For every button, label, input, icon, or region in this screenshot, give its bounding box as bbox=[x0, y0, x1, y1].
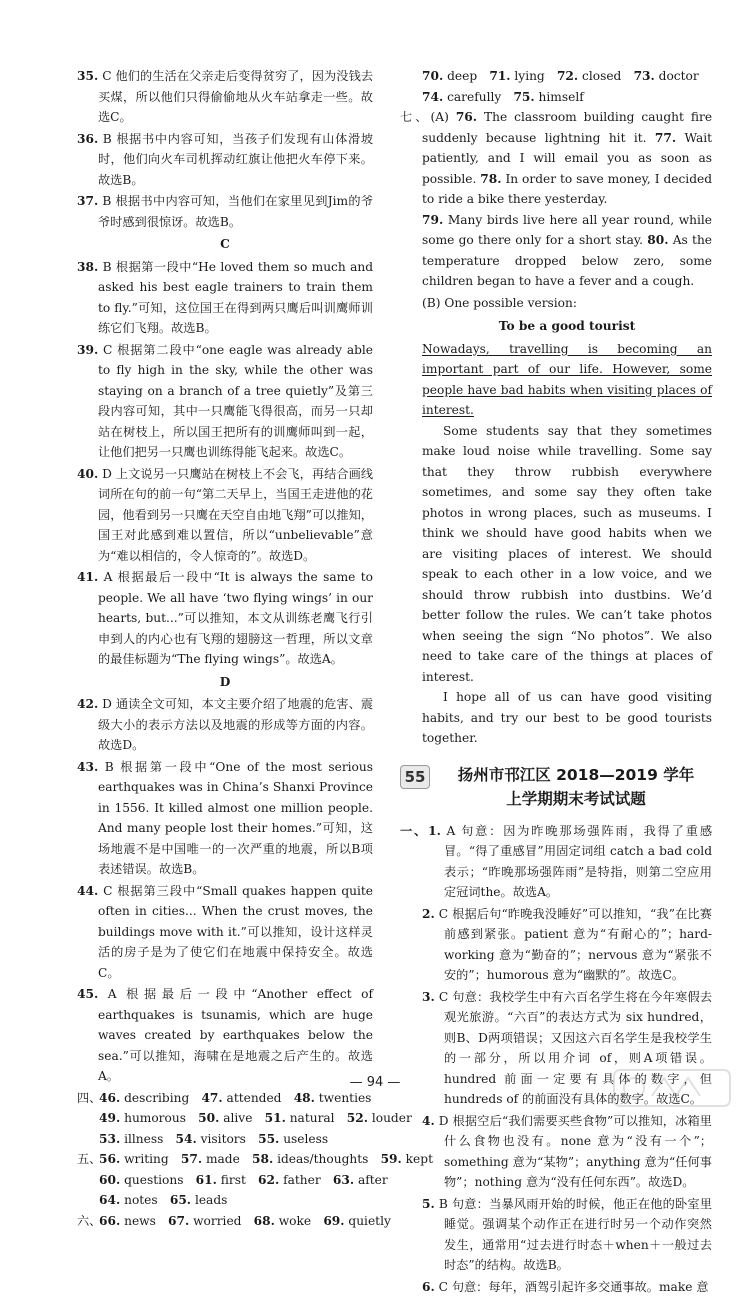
vocab-row bbox=[77, 1149, 433, 1170]
vocab-number: 75. bbox=[513, 89, 535, 104]
vocab-number: 54. bbox=[175, 1131, 197, 1146]
vocab-number: 52. bbox=[346, 1111, 368, 1125]
vocab-number: 70. bbox=[422, 69, 444, 83]
vocab-number: 68. bbox=[253, 1213, 275, 1228]
vocab-number: 59. bbox=[380, 1152, 402, 1166]
vocab-answer: father bbox=[283, 1172, 321, 1187]
answer-item: 39. C 根据第二段中“one eagle was already able to fly high in the sky, while the other was staying on a branch of a tree quietly”及第三段内容可知，其中一只鹰能飞得很高，而另一只却站在树枝上，所以国王把所有的训鹰师叫到一起，让他们把另一只鹰也训练得能飞起来。故选C。 bbox=[77, 342, 374, 459]
vocab-answer: first bbox=[220, 1172, 246, 1187]
vocab-number: 46. bbox=[99, 1090, 121, 1105]
vocab-answer: worried bbox=[193, 1213, 242, 1228]
essay-title: To be a good tourist bbox=[498, 319, 636, 333]
vocab-row bbox=[77, 1129, 373, 1150]
answer-item: 38. B 根据第一段中“He loved them so much and asked his best eagle trainers to train them to fly.”可知，这位国王在得到两只鹰后叫训鹰师训练它们飞翔。故选B。 bbox=[77, 259, 374, 335]
answer-item: 43. B 根据第一段中“One of the most serious earthquakes was in China’s Shanxi Province in 1556. It killed almost one million people. And many people lost their homes.”可知，这场地震不是中国唯一的一次严重的地震，所以B项表述错误。故选B。 bbox=[77, 759, 373, 876]
passage-heading: D bbox=[219, 674, 231, 689]
vocab-answer: after bbox=[357, 1172, 388, 1187]
vocab-answer: quietly bbox=[348, 1213, 391, 1228]
vocab-number: 74. bbox=[422, 89, 444, 104]
vocab-number: 62. bbox=[258, 1172, 280, 1187]
vocab-number: 58. bbox=[252, 1152, 274, 1166]
vocab-answer: illness bbox=[124, 1131, 164, 1146]
vocab-number: 55. bbox=[258, 1131, 280, 1146]
vocab-answer: alive bbox=[223, 1111, 253, 1125]
essay-label: (B) One possible version: bbox=[422, 295, 577, 310]
vocab-number: 64. bbox=[99, 1193, 121, 1207]
answer-item: 44. C 根据第三段中“Small quakes happen quite often in cities... When the crust moves, the buildings move with it.”可以推知，设计这样灵活的房子是为了使它们在地震中保持安全。故选C。 bbox=[77, 883, 374, 980]
sentence-answers: 七、(A) 76. The classroom building caught fire suddenly because lightning hit it. 77. Wait patiently, and I will email you as soon as possible. 78. In order to save money, I decided to ride a bike there yesterday. 79. Many birds live here all year round, while some go there only for a short stay. 80. As the temperature dropped below zero, some children began to have a fever and a cough. bbox=[400, 110, 713, 288]
essay-intro: Nowadays, travelling is becoming an important part of our life. However, some people have bad habits when visiting places of interest. bbox=[422, 341, 712, 417]
vocab-answer: ideas/thoughts bbox=[277, 1152, 369, 1166]
answer-item: 4. D 根据空后“我们需要买些食物”可以推知，冰箱里什么食物也没有。none 意为“没有一个”；something 意为“某物”；anything 意为“任何事物”；nothing 意为“没有任何东西”。故选D。 bbox=[422, 1113, 712, 1190]
vocab-number: 63. bbox=[332, 1172, 355, 1187]
vocab-number: 53. bbox=[99, 1131, 121, 1146]
essay bbox=[400, 293, 712, 749]
vocab-answer: visitors bbox=[200, 1131, 246, 1146]
section-numeral: 五、 bbox=[77, 1152, 102, 1166]
vocab-answer: humorous bbox=[124, 1111, 186, 1125]
vocab-answer: closed bbox=[582, 69, 622, 83]
section-number-badge: 55 bbox=[400, 765, 430, 789]
vocab-answer: carefully bbox=[447, 89, 502, 104]
answer-item: 3. C 句意：我校学生中有六百名学生将在今年寒假去观光旅游。“六百”的表达方式为 six hundred，则B、D两项错误；又因这六百名学生是我校学生的一部分，所以用介词 of，则A项错误。hundred 前面一定要有具体的数字，但 hundreds of 的前面没有具体的数字。故选C。 bbox=[422, 989, 713, 1107]
right-column bbox=[400, 66, 712, 1298]
vocab-answer: notes bbox=[124, 1193, 158, 1207]
vocab-answer: deep bbox=[447, 69, 478, 83]
answer-item: 一、1. A 句意：因为昨晚那场强阵雨，我得了重感冒。“得了重感冒”用固定词组 catch a bad cold 表示；“昨晚那场强阵雨”是特指，则第二空应用定冠词the。故选A。 bbox=[400, 823, 713, 900]
vocab-number: 67. bbox=[168, 1213, 190, 1228]
answer-item: 41. A 根据最后一段中“It is always the same to people. We all have ‘two flying wings’ in our hearts, but...”可以推知，本文从训练老鹰飞行引申到人的内心也有飞翔的翅膀这一哲理，所以文章的最佳标题为“The flying wings”。故选A。 bbox=[77, 570, 374, 666]
vocab-answer: louder bbox=[371, 1111, 412, 1125]
vocab-answers bbox=[400, 66, 712, 107]
answer-item: 42. D 通读全文可知，本文主要介绍了地震的危害、震级大小的表示方法以及地震的形成等方面的内容。故选D。 bbox=[77, 697, 374, 752]
answer-item: 35. C 他们的生活在父亲走后变得贫穷了，因为没钱去买煤，所以他们只得偷偷地从火车站拿走一些。故选C。 bbox=[77, 69, 374, 124]
vocab-row bbox=[77, 1108, 412, 1129]
vocab-number: 48. bbox=[293, 1090, 315, 1105]
vocab-number: 66. bbox=[99, 1213, 121, 1228]
answer-item: 45. A 根据最后一段中“Another effect of earthquakes is tsunamis, which are huge waves created by earthquakes below the sea.”可以推知，海啸在是地震之后产生的。故选A。 bbox=[77, 987, 373, 1083]
vocab-number: 56. bbox=[99, 1152, 121, 1166]
vocab-answer: natural bbox=[289, 1111, 335, 1125]
vocab-number: 69. bbox=[323, 1213, 345, 1228]
vocab-answer: kept bbox=[405, 1152, 433, 1166]
vocab-number: 71. bbox=[489, 69, 511, 83]
vocab-number: 51. bbox=[264, 1111, 286, 1125]
vocab-number: 50. bbox=[198, 1111, 220, 1125]
section-numeral: 六、 bbox=[77, 1213, 102, 1228]
answer-item: 40. D 上文说另一只鹰站在树枝上不会飞，再结合画线词所在句的前一句“第二天早上，当国王走进他的花园，他看到另一只鹰在天空自由地飞翔”可以推知，国王对此感到难以置信，所以“unbelievable”意为“难以相信的，令人惊奇的”。故选D。 bbox=[77, 466, 374, 563]
vocab-number: 60. bbox=[99, 1172, 121, 1187]
vocab-row bbox=[422, 87, 712, 108]
vocab-number: 61. bbox=[195, 1172, 217, 1187]
section-title-line1: 扬州市邗江区 2018—2019 学年 bbox=[457, 765, 695, 784]
answer-item: 37. B 根据书中内容可知，当他们在家里见到Jim的爷爷时感到很惊讶。故选B。 bbox=[77, 194, 374, 229]
vocab-number: 65. bbox=[169, 1193, 192, 1207]
answer-item: 36. B 根据书中内容可知，当孩子们发现有山体滑坡时，他们向火车司机挥动红旗让他把火车停下来。故选B。 bbox=[77, 131, 374, 187]
answer-item: 5. B 句意：当暴风雨开始的时候，他正在他的卧室里睡觉。强调某个动作正在进行时另一个动作突然发生，通常用“过去进行时态＋when＋一般过去时态”的结构。故选B。 bbox=[422, 1196, 713, 1273]
vocab-number: 57. bbox=[180, 1152, 203, 1166]
vocab-answer: doctor bbox=[658, 69, 699, 83]
vocab-answer: twenties bbox=[318, 1090, 372, 1105]
essay-paragraph: I hope all of us can have good visiting habits, and try our best to be good tourists together. bbox=[422, 690, 712, 745]
vocab-answer: questions bbox=[124, 1172, 184, 1187]
vocab-answer: writing bbox=[124, 1152, 169, 1166]
vocab-answer: describing bbox=[124, 1090, 190, 1105]
essay-paragraph: Some students say that they sometimes make loud noise while travelling. Some say that they throw rubbish everywhere sometimes, and some say they often take photos in wrong places, such as museums. I think we should have good habits when we are visiting places of interest. We should speak to each other in a low voice, and we should throw rubbish into dustbins. We’d better follow the rules. We can’t take photos when seeing the sign “No photos”. We also need to take care of the things at places of interest. bbox=[422, 423, 712, 684]
vocab-answer: made bbox=[205, 1152, 240, 1166]
vocab-answer: news bbox=[124, 1213, 156, 1228]
vocab-answer: himself bbox=[538, 89, 584, 104]
vocab-number: 49. bbox=[99, 1111, 121, 1125]
section-title-line2: 上学期期末考试试题 bbox=[506, 789, 646, 808]
vocab-row bbox=[422, 66, 712, 87]
vocab-answer: lying bbox=[514, 69, 545, 83]
section-numeral: 四、 bbox=[77, 1090, 102, 1105]
answer-item: 2. C 根据后句“昨晚我没睡好”可以推知，“我”在比赛前感到紧张。patient 意为“有耐心的”；hard-working 意为“勤奋的”；nervous 意为“紧张不安的”；humorous 意为“幽默的”。故选C。 bbox=[422, 906, 712, 983]
vocab-answers bbox=[77, 1088, 433, 1232]
vocab-number: 73. bbox=[633, 69, 655, 83]
vocab-answer: useless bbox=[283, 1131, 329, 1146]
vocab-row bbox=[77, 1190, 373, 1211]
vocab-number: 47. bbox=[201, 1090, 223, 1105]
watermark-logo-icon bbox=[612, 1066, 732, 1110]
vocab-number: 72. bbox=[556, 69, 579, 83]
answer-item: 6. C 句意：每年，酒驾引起许多交通事故。make 意 bbox=[422, 1279, 709, 1294]
vocab-answer: woke bbox=[278, 1213, 312, 1228]
vocab-answer: leads bbox=[194, 1193, 228, 1207]
page-number: — 94 — bbox=[349, 1075, 401, 1090]
vocab-row bbox=[77, 1170, 388, 1191]
passage-heading: C bbox=[220, 237, 230, 251]
vocab-row bbox=[77, 1211, 391, 1232]
vocab-answer: attended bbox=[226, 1090, 282, 1105]
section-header bbox=[400, 763, 712, 811]
